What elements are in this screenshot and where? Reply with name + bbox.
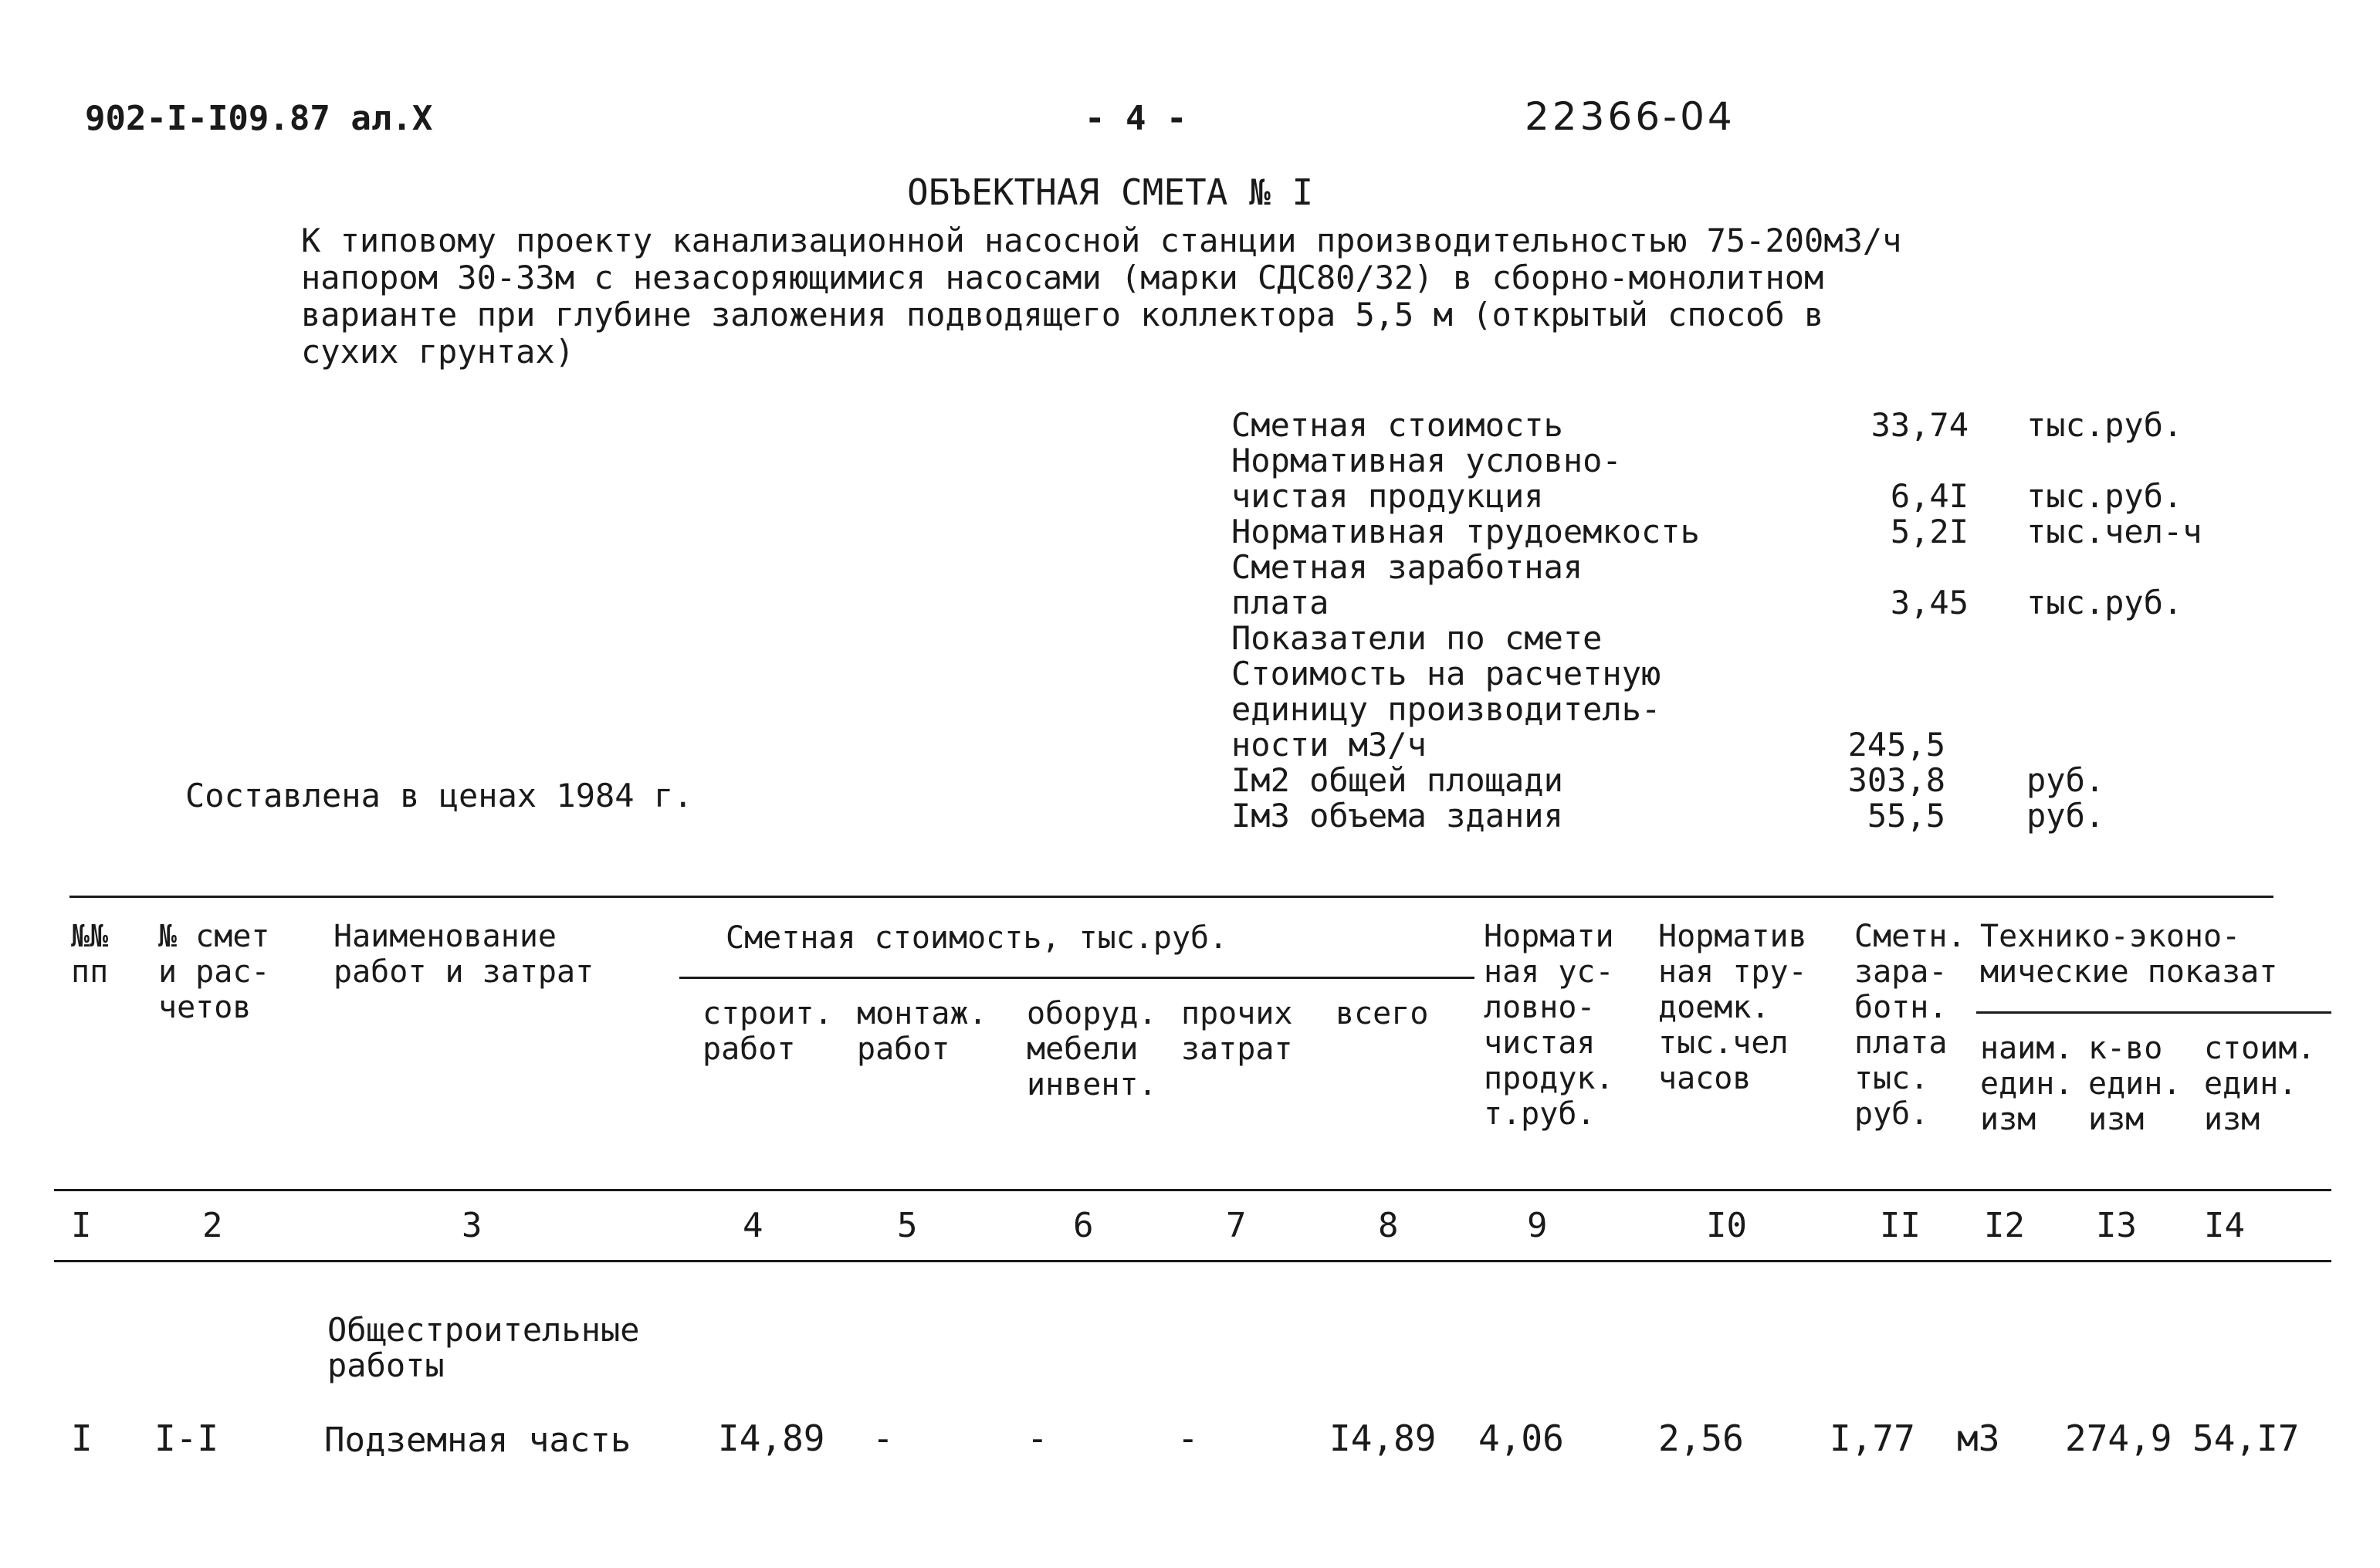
summary-unit: тыс.руб. [2026,477,2183,515]
summary-value: 3,45 [1890,584,1969,621]
row-total-cost: I4,89 [1329,1417,1437,1459]
summary-label: Iм3 объема здания [1231,797,1563,835]
summary-units [2026,408,2202,834]
section-title: Общестроительные работы [327,1311,640,1384]
summary-value: 55,5 [1867,797,1945,835]
cost-group-header: Сметная стоимость, тыс.руб. [726,920,1228,956]
page-number: - 4 - [1085,99,1187,138]
summary-unit: тыс.руб. [2026,406,2183,444]
column-number: 4 [743,1206,763,1245]
intro-line: К типовому проекту канализационной насосной станции производительностью 75-200м3/ч [301,222,1902,259]
col-header-wage: Сметн. зара- ботн. плата тыс. руб. [1854,919,1966,1132]
summary-unit: руб. [2026,761,2105,799]
row-mount-cost: - [872,1417,894,1459]
page-title: ОБЪЕКТНАЯ СМЕТА № I [907,171,1314,213]
summary-value: 6,4I [1890,477,1969,515]
column-number: 3 [462,1206,482,1245]
row-name: Подземная часть [324,1421,631,1460]
row-build-cost: I4,89 [718,1417,825,1459]
column-number: 6 [1073,1206,1094,1245]
tech-group-rule [1976,1011,2331,1014]
tech-group-header: Технико-эконо- мические показат [1980,919,2278,990]
intro-line: варианте при глубине заложения подводящего коллектора 5,5 м (открытый способ в [301,296,1824,334]
summary-label: чистая продукция [1231,477,1544,515]
summary-label: ности м3/ч [1231,726,1427,764]
document-code: 902-I-I09.87 ал.X [85,99,433,138]
column-number: 9 [1527,1206,1548,1245]
intro-paragraph [301,222,2216,371]
column-number: 8 [1378,1206,1399,1245]
intro-line: сухих грунтах) [301,333,575,371]
column-number: I3 [2096,1206,2137,1245]
summary-label: Iм2 общей площади [1231,761,1563,799]
col-header-qty: к-во един. изм [2088,1031,2182,1137]
summary-unit: руб. [2026,797,2105,835]
col-header-mount: монтаж. работ [857,996,987,1067]
summary-label: Показатели по смете [1231,619,1603,657]
row-unit-cost: 54,I7 [2192,1417,2300,1459]
summary-label: Нормативная трудоемкость [1231,513,1700,550]
summary-value: 33,74 [1870,406,1969,444]
col-header-labor: Норматив ная тру- доемк. тыс.чел часов [1658,919,1807,1096]
col-header-unit-cost: стоим. един. изм [2204,1031,2316,1137]
row-wage: I,77 [1830,1417,1915,1459]
col-header-no: №№ пп [71,919,109,990]
column-number: I [71,1206,92,1245]
col-header-nup: Нормати ная ус- ловно- чистая продук. т.руб. [1484,919,1614,1132]
summary-label: Нормативная условно- [1231,442,1622,479]
col-header-build: строит. работ [702,996,833,1067]
row-unit: м3 [1957,1417,2000,1459]
col-header-other: прочих затрат [1181,996,1293,1067]
column-number: 2 [202,1206,223,1245]
summary-label: плата [1231,584,1329,621]
column-number: I0 [1706,1206,1747,1245]
summary-label: Сметная заработная [1231,548,1583,586]
column-number: 7 [1226,1206,1247,1245]
row-calc-number: I-I [154,1417,219,1459]
row-qty: 274,9 [2065,1417,2172,1459]
column-number-rule [54,1260,2331,1262]
intro-line: напором 30-33м с незасоряющимися насосами (марки СДС80/32) в сборно-монолитном [301,259,1824,296]
row-nup: 4,06 [1478,1417,1564,1459]
column-number: I4 [2204,1206,2245,1245]
summary-label: Сметная стоимость [1231,406,1563,444]
summary-label: Стоимость на расчетную [1231,655,1661,693]
col-header-total: всего [1336,996,1429,1031]
summary-unit: тыс.руб. [2026,584,2183,621]
row-labor: 2,56 [1658,1417,1744,1459]
inventory-stamp: 22366-04 [1525,94,1735,139]
summary-value: 303,8 [1847,761,1945,799]
column-number: II [1880,1206,1921,1245]
summary-labels [1231,408,1700,834]
col-header-unit: наим. един. изм [1980,1031,2074,1137]
summary-value: 245,5 [1847,726,1945,764]
col-header-calc: № смет и рас- четов [158,919,270,1025]
header-bottom-rule [54,1189,2331,1191]
row-number: I [71,1417,93,1459]
summary-label: единицу производитель- [1231,690,1661,728]
summary-value: 5,2I [1890,513,1969,550]
column-number: 5 [897,1206,918,1245]
cost-group-rule [679,977,1474,979]
col-header-name: Наименование работ и затрат [333,919,594,990]
table-top-rule [69,896,2273,898]
row-other-cost: - [1177,1417,1199,1459]
col-header-equip: оборуд. мебели инвент. [1027,996,1157,1102]
summary-unit: тыс.чел-ч [2026,513,2202,550]
summary-values [1822,408,1969,834]
prices-note: Составлена в ценах 1984 г. [185,777,693,814]
column-number: I2 [1984,1206,2025,1245]
row-equip-cost: - [1027,1417,1048,1459]
